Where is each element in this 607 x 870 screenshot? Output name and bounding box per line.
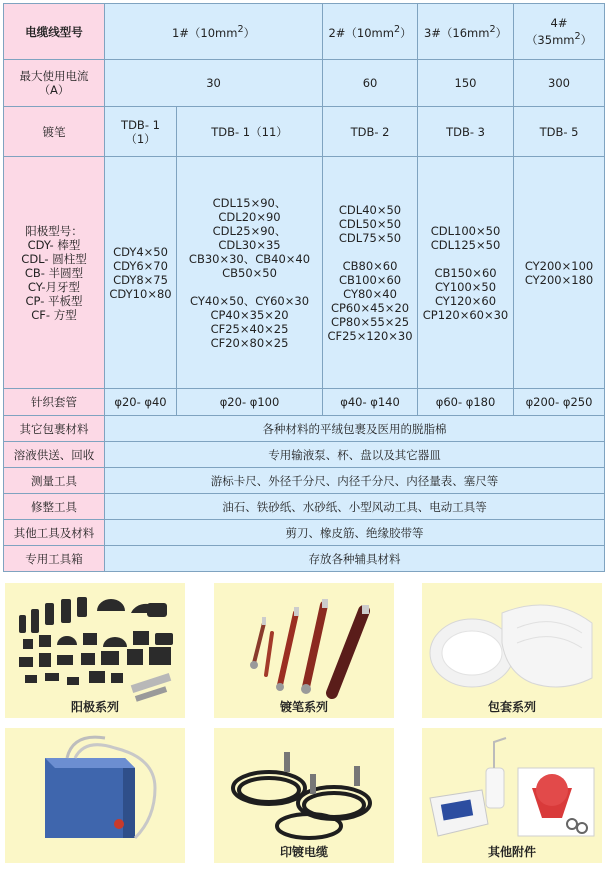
anode-col-3-group-a	[324, 203, 416, 245]
plating-pen-2: TDB- 1（11）	[177, 107, 323, 157]
cable-model-1-text: 1#（10mm	[171, 25, 238, 40]
table-row-dressing-tools	[4, 494, 605, 520]
knit-sleeve-2: φ20- φ100	[177, 389, 323, 416]
list-line: CB80×60	[342, 258, 398, 273]
anode-col-3	[323, 157, 418, 389]
row-label-max-current	[4, 60, 105, 107]
product-card-anode	[5, 583, 185, 718]
caption-wrap: 包套系列	[487, 700, 536, 714]
solution-supply-value: 专用输液泵、杯、盘以及其它器皿	[105, 442, 605, 468]
list-line: CDY8×75	[113, 272, 168, 287]
knit-sleeve-5: φ200- φ250	[514, 389, 605, 416]
table-row-solution-supply	[4, 442, 605, 468]
row-label-solution-supply: 溶液供送、回收	[4, 442, 105, 468]
max-current-4: 300	[514, 60, 605, 107]
list-line: CDL75×50	[338, 230, 402, 245]
max-current-1: 30	[105, 60, 323, 107]
max-current-label-line1: 最大使用电流	[19, 69, 89, 83]
table-row-measuring-tools	[4, 468, 605, 494]
anode-col-4-group-a	[419, 224, 512, 252]
caption-accessories: 其他附件	[487, 845, 536, 859]
cable-model-2	[323, 4, 418, 60]
knit-sleeve-3: φ40- φ140	[323, 389, 418, 416]
list-line: CP120×60×30	[422, 307, 509, 322]
plating-pen-1	[105, 107, 177, 157]
list-line: CDY6×70	[113, 258, 168, 273]
list-line: CDL25×90、	[212, 223, 287, 238]
superscript: 2	[237, 24, 244, 36]
list-line: CB30×30、CB40×40	[188, 251, 311, 266]
cable-model-3	[418, 4, 514, 60]
list-line: CF25×120×30	[327, 328, 413, 343]
cable-model-1-tail: ）	[243, 25, 256, 40]
list-line: CY100×50	[434, 279, 497, 294]
list-line: CDL40×50	[338, 202, 402, 217]
tool-box-value: 存放各种辅具材料	[105, 546, 605, 572]
plating-pen-5: TDB- 5	[514, 107, 605, 157]
list-line: CB150×60	[434, 265, 497, 280]
product-card-cable	[214, 728, 394, 863]
anode-col-1	[105, 157, 177, 389]
other-tools-value: 剪刀、橡皮筋、绝缘胶带等	[105, 520, 605, 546]
list-line: CDL100×50	[430, 223, 501, 238]
wrap-material-value: 各种材料的平绒包裹及医用的脱脂棉	[105, 416, 605, 442]
list-line: CP80×55×25	[330, 314, 410, 329]
plating-pen-1-line1: TDB- 1	[121, 117, 160, 132]
caption-pump	[5, 843, 185, 860]
max-current-3: 150	[418, 60, 514, 107]
row-label-dressing-tools: 修整工具	[4, 494, 105, 520]
table-row-wrap-material	[4, 416, 605, 442]
table-row-tool-box	[4, 546, 605, 572]
list-line: CF- 方型	[31, 307, 77, 322]
plating-pen-4: TDB- 3	[418, 107, 514, 157]
cable-model-3-tail: ）	[495, 25, 508, 40]
list-line: CDL20×90	[218, 209, 281, 224]
row-label-measuring-tools: 测量工具	[4, 468, 105, 494]
product-gallery	[0, 578, 607, 870]
caption-plating-pen: 镀笔系列	[279, 700, 328, 714]
table-row-knit-sleeve	[4, 389, 605, 416]
cable-model-4-number: 4#	[550, 16, 568, 31]
cable-model-1	[105, 4, 323, 60]
list-line: CDL- 圆柱型	[21, 251, 87, 266]
list-line: CY40×50、CY60×30	[190, 293, 310, 308]
product-card-plating-pen	[214, 583, 394, 718]
row-label-plating-pen: 镀笔	[4, 107, 105, 157]
list-line: CF20×80×25	[210, 335, 289, 350]
list-line: CF25×40×25	[210, 321, 289, 336]
table-row-plating-pen	[4, 107, 605, 157]
knit-sleeve-1: φ20- φ40	[105, 389, 177, 416]
caption-cable: 印镀电缆	[279, 845, 328, 859]
list-line: CDL15×90、	[212, 195, 287, 210]
row-label-tool-box: 专用工具箱	[4, 546, 105, 572]
anode-col-2-group-a	[178, 196, 321, 280]
list-line: CY200×100	[524, 258, 594, 273]
list-line: CP60×45×20	[330, 300, 410, 315]
table-row-anode-model	[4, 157, 605, 389]
anode-col-4	[418, 157, 514, 389]
list-line: CB50×50	[222, 265, 277, 280]
list-line: CY120×60	[434, 293, 497, 308]
product-card-wrap	[422, 583, 602, 718]
spec-table	[3, 3, 605, 572]
row-label-wrap-material: 其它包裹材料	[4, 416, 105, 442]
row-label-cable-model: 电缆线型号	[4, 4, 105, 60]
measuring-tools-value: 游标卡尺、外径千分尺、内径千分尺、内径量表、塞尺等	[105, 468, 605, 494]
table-row-other-tools	[4, 520, 605, 546]
table-row-cable-model	[4, 4, 605, 60]
list-line: CB100×60	[338, 272, 402, 287]
superscript: 2	[393, 24, 401, 36]
cable-model-4-text: （35mm	[525, 32, 575, 47]
max-current-label-line2: （A）	[38, 83, 70, 97]
max-current-2: 60	[323, 60, 418, 107]
row-label-other-tools: 其他工具及材料	[4, 520, 105, 546]
list-line: CDY4×50	[113, 244, 168, 259]
product-card-pump	[5, 728, 185, 863]
plating-pen-3: TDB- 2	[323, 107, 418, 157]
product-card-accessories	[422, 728, 602, 863]
knit-sleeve-4: φ60- φ180	[418, 389, 514, 416]
superscript: 2	[489, 24, 496, 36]
list-line: CP- 平板型	[25, 293, 83, 308]
anode-col-4-group-b	[419, 266, 512, 322]
list-line: CB- 半圆型	[24, 265, 84, 280]
list-line: CY200×180	[524, 272, 594, 287]
cable-model-2-tail: ）	[400, 25, 412, 40]
list-line: CDY- 棒型	[27, 237, 81, 252]
cable-model-4-tail: ）	[580, 32, 593, 47]
anode-col-2	[177, 157, 323, 389]
anode-col-3-group-b	[324, 259, 416, 343]
list-line: CDL30×35	[218, 237, 281, 252]
plating-pen-1-line2: （1）	[125, 131, 156, 146]
list-line: CDL125×50	[430, 237, 501, 252]
list-line: 阳极型号：	[25, 223, 83, 238]
superscript: 2	[574, 31, 581, 43]
table-row-max-current	[4, 60, 605, 107]
list-line: CY80×40	[343, 286, 397, 301]
list-line: CY-月牙型	[27, 279, 81, 294]
caption-anode: 阳极系列	[70, 700, 119, 714]
row-label-anode-model	[4, 157, 105, 389]
list-line: CP40×35×20	[210, 307, 289, 322]
list-line: CDL50×50	[338, 216, 402, 231]
anode-col-5	[514, 157, 605, 389]
anode-col-2-group-b	[178, 294, 321, 350]
cable-model-3-text: 3#（16mm	[423, 25, 490, 40]
dressing-tools-value: 油石、铁砂纸、水砂纸、小型风动工具、电动工具等	[105, 494, 605, 520]
cable-model-2-text: 2#（10mm	[328, 25, 394, 40]
list-line: CDY10×80	[109, 286, 172, 301]
cable-model-4	[514, 4, 605, 60]
row-label-knit-sleeve: 针织套管	[4, 389, 105, 416]
